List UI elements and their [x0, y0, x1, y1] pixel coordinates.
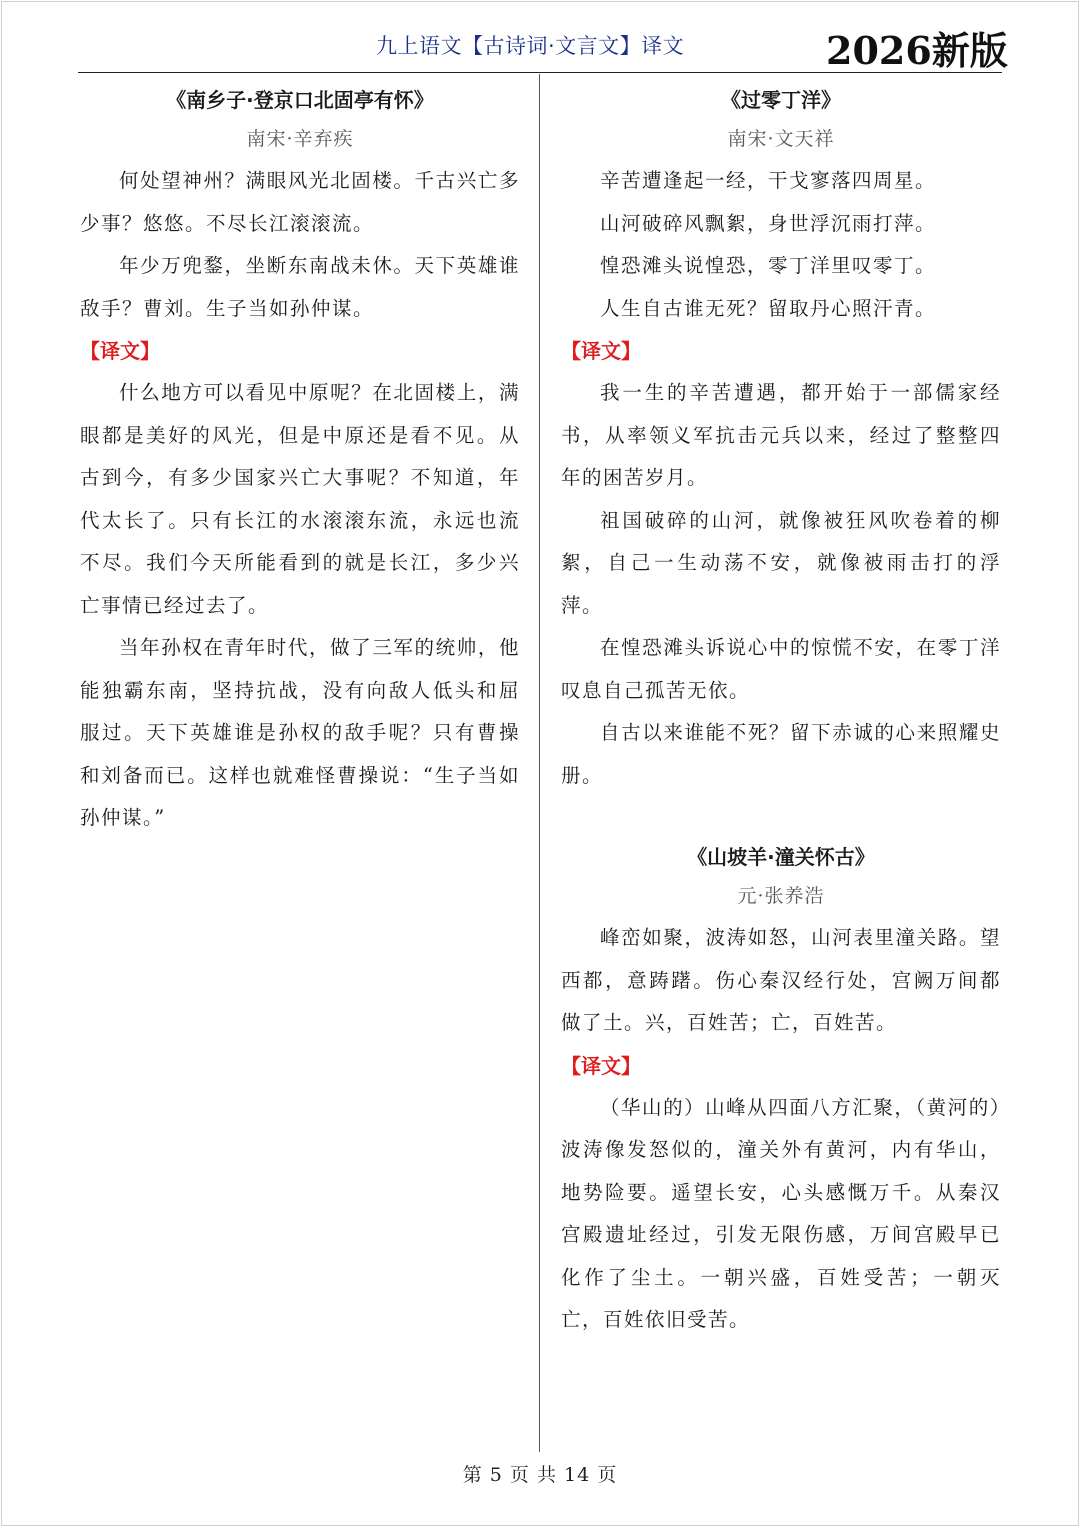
translation-paragraph: 我一生的辛苦遭遇，都开始于一部儒家经书，从率领义军抗击元兵以来，经过了整整四年的困苦岁月。	[561, 381, 1001, 489]
poem-author: 南宋·辛弃疾	[246, 128, 354, 150]
translation-paragraph: 祖国破碎的山河，就像被狂风吹卷着的柳絮，自己一生动荡不安，就像被雨击打的浮萍。	[561, 508, 1001, 617]
translation-label: 【译文】	[80, 339, 160, 363]
header-rule	[78, 72, 1002, 73]
poem-stanza: 峰峦如聚，波涛如怒，山河表里潼关路。望西都，意踌躇。伤心秦汉经行处，宫阙万间都做了土。兴，百姓苦；亡，百姓苦。	[561, 926, 1001, 1034]
header-title: 九上语文【古诗词·文言文】译文	[376, 34, 685, 58]
poem-line: 惶恐滩头说惶恐，零丁洋里叹零丁。	[600, 254, 937, 277]
poem-title: 《过零丁洋》	[721, 88, 841, 112]
poem-line: 辛苦遭逢起一经，干戈寥落四周星。	[600, 169, 937, 192]
poem-line: 山河破碎风飘絮，身世浮沉雨打萍。	[600, 211, 937, 235]
right-column	[561, 82, 1001, 1342]
poem-author: 元·张养浩	[737, 885, 825, 907]
poem-title: 《南乡子·登京口北固亭有怀》	[166, 88, 434, 112]
column-divider	[539, 74, 540, 1452]
poem-title: 《山坡羊·潼关怀古》	[687, 845, 875, 869]
translation-label: 【译文】	[561, 339, 641, 363]
translation-paragraph: 什么地方可以看见中原呢？在北固楼上，满眼都是美好的风光，但是中原还是看不见。从古到今，有多少国家兴亡大事呢？不知道，年代太长了。只有长江的水滚滚东流，永远也流不尽。我们今天所能看到的就是长江，多少兴亡事情已经过去了。	[80, 381, 520, 617]
poem-line: 人生自古谁无死？留取丹心照汗青。	[600, 296, 937, 320]
translation-paragraph: （华山的）山峰从四面八方汇聚，（黄河的）波涛像发怒似的，潼关外有黄河，内有华山，地势险要。遥望长安，心头感慨万千。从秦汉宫殿遗址经过，引发无限伤感，万间宫殿早已化作了尘土。一朝兴盛，百姓受苦；一朝灭亡，百姓依旧受苦。	[561, 1095, 1001, 1331]
translation-paragraph: 在惶恐滩头诉说心中的惊慌不安，在零丁洋叹息自己孤苦无依。	[561, 636, 1001, 702]
page-number: 第 5 页 共 14 页	[462, 1464, 618, 1486]
header-edition: 2026新版	[826, 28, 1008, 73]
translation-paragraph: 当年孙权在青年时代，做了三军的统帅，他能独霸东南，坚持抗战，没有向敌人低头和屈服过。天下英雄谁是孙权的敌手呢？只有曹操和刘备而已。这样也就难怪曹操说：“生子当如孙仲谋。”	[80, 636, 520, 829]
poem-stanza: 年少万兜鍪，坐断东南战未休。天下英雄谁敌手？曹刘。生子当如孙仲谋。	[80, 254, 520, 320]
translation-label: 【译文】	[561, 1053, 641, 1078]
poem-author: 南宋·文天祥	[727, 128, 835, 150]
poem-stanza: 何处望神州？满眼风光北固楼。千古兴亡多少事？悠悠。不尽长江滚滚流。	[80, 169, 520, 235]
left-column	[80, 82, 520, 840]
section-spacer	[561, 797, 1001, 839]
translation-paragraph: 自古以来谁能不死？留下赤诚的心来照耀史册。	[561, 721, 1001, 787]
